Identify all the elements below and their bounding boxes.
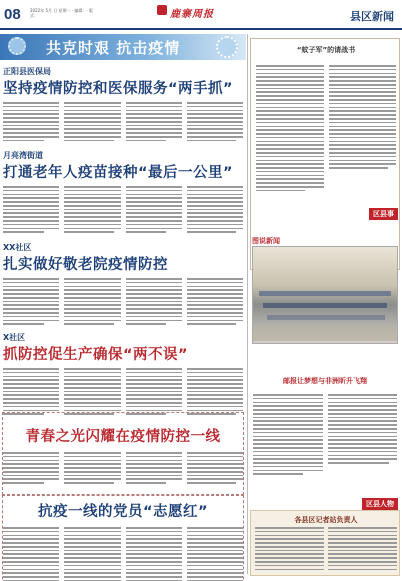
article-headline: 青春之光闪耀在疫情防控一线 — [25, 429, 221, 445]
article-headline: 抗疫一线的党员“志愿红” — [37, 504, 209, 520]
photo-section-label: 图说新闻 — [252, 237, 280, 245]
essay-body — [256, 65, 396, 191]
header-rule — [0, 28, 402, 30]
article-headline: 抓防控促生产确保“两不误” — [3, 347, 189, 363]
article-kicker: 月亮湾街道 — [3, 151, 43, 160]
section-name: 县区新闻 — [350, 10, 394, 23]
article-body — [3, 452, 243, 484]
article — [3, 66, 243, 141]
contacts-title: 各县区记者站负责人 — [294, 516, 358, 524]
virus-icon — [8, 37, 26, 55]
feature-title: 邮报让梦想与非洲昕升飞翔 — [283, 377, 367, 385]
article — [3, 500, 243, 581]
banner-title: 共克时艰 抗击疫情 — [46, 39, 181, 57]
masthead: 鹿寨周报 — [170, 9, 214, 20]
virus-icon — [216, 36, 238, 58]
article-kicker: X社区 — [3, 333, 26, 342]
article — [3, 332, 243, 415]
article-body — [3, 186, 243, 233]
masthead-logo-icon — [157, 5, 167, 15]
article-headline: 扎实做好敬老院疫情防控 — [3, 257, 168, 273]
page-number: 08 — [4, 6, 21, 23]
article-kicker: 正阳县医保局 — [3, 67, 51, 76]
feature-body — [253, 394, 397, 475]
article — [3, 150, 243, 233]
column-divider — [247, 34, 248, 574]
contacts-list — [255, 527, 397, 570]
topic-banner — [0, 34, 246, 60]
article-body — [3, 368, 243, 415]
article — [3, 425, 243, 484]
date-line: 2022年 5月 日 星期一 · 编辑：· 版式： — [30, 8, 93, 18]
article-kicker: XX社区 — [3, 243, 32, 252]
article-headline: 打通老年人疫苗接种“最后一公里” — [3, 165, 234, 181]
section-tag: 区县事 — [369, 208, 398, 220]
left-column — [0, 32, 246, 577]
article-body — [3, 102, 243, 141]
article — [3, 242, 243, 325]
essay-title: “蚊子军”的请战书 — [296, 46, 356, 54]
right-column — [250, 32, 400, 577]
article-body — [3, 527, 243, 581]
article-headline: 坚持疫情防控和医保服务“两手抓” — [3, 81, 234, 97]
page-header — [0, 0, 402, 32]
section-tag: 区县人物 — [362, 498, 398, 510]
article-body — [3, 278, 243, 325]
news-photo — [252, 246, 398, 344]
contacts-box — [250, 510, 400, 576]
